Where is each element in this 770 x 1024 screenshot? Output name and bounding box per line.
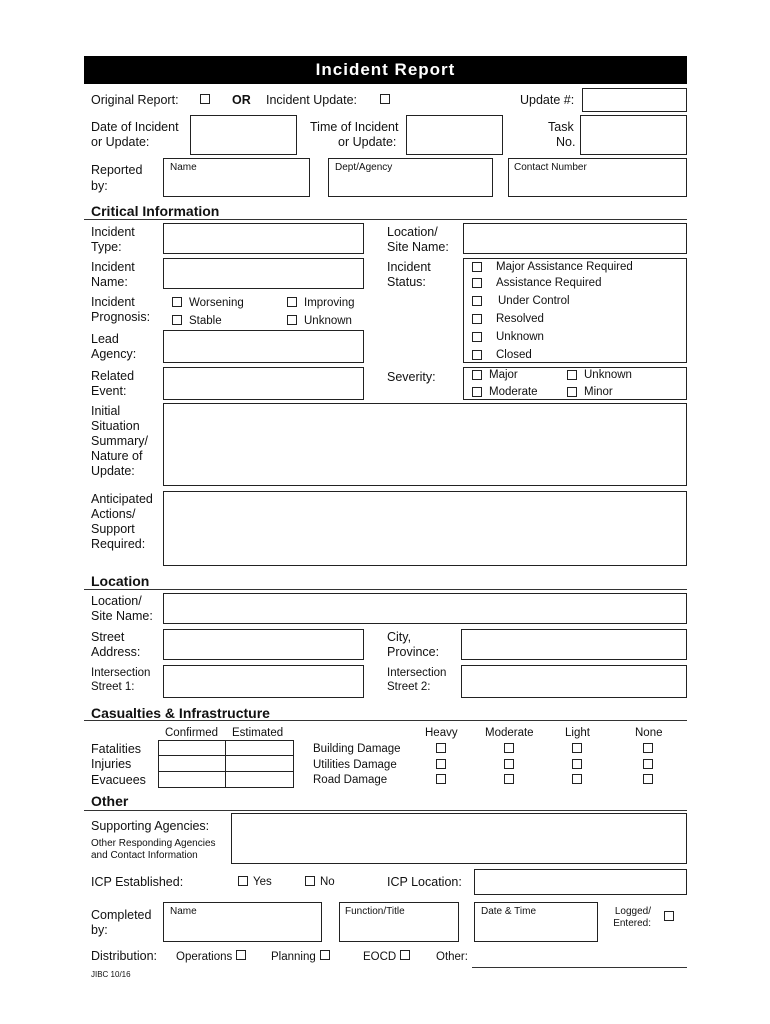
anticipated-label: Anticipated Actions/ Support Required: <box>91 492 153 551</box>
dist-operations-checkbox[interactable] <box>236 950 246 960</box>
logged-entered-label: Logged/ Entered: <box>613 906 651 929</box>
city-field[interactable] <box>461 629 687 660</box>
evacuees-label: Evacuees <box>91 773 146 787</box>
intersection1-label: Intersection Street 1: <box>91 667 151 693</box>
lead-agency-field[interactable] <box>163 330 364 363</box>
task-field[interactable] <box>580 115 687 155</box>
prognosis-unknown-label: Unknown <box>304 315 352 327</box>
loc-site-field[interactable] <box>163 593 687 624</box>
prognosis-stable-label: Stable <box>189 315 222 327</box>
original-report-label: Original Report: <box>91 93 179 107</box>
incident-type-label: Incident Type: <box>91 225 135 254</box>
utilities-moderate-checkbox[interactable] <box>504 759 514 769</box>
utilities-none-checkbox[interactable] <box>643 759 653 769</box>
injuries-estimated-field[interactable] <box>225 755 294 772</box>
dist-eocd-label: EOCD <box>363 951 397 963</box>
update-number-label: Update #: <box>520 93 575 107</box>
other-responding-label: Other Responding Agencies and Contact Information <box>91 838 216 861</box>
initial-summary-label: Initial Situation Summary/ Nature of Update: <box>91 404 148 478</box>
dist-planning-checkbox[interactable] <box>320 950 330 960</box>
prognosis-label: Incident Prognosis: <box>91 295 151 324</box>
fatalities-confirmed-field[interactable] <box>158 740 226 756</box>
severity-minor-checkbox[interactable] <box>567 387 577 397</box>
dist-operations-label: Operations <box>176 951 233 963</box>
status-assistance-label: Assistance Required <box>496 277 602 289</box>
utilities-heavy-checkbox[interactable] <box>436 759 446 769</box>
light-header: Light <box>565 727 590 739</box>
prognosis-unknown-checkbox[interactable] <box>287 315 297 325</box>
other-divider <box>84 810 687 811</box>
utilities-light-checkbox[interactable] <box>572 759 582 769</box>
status-major-assistance-label: Major Assistance Required <box>496 261 633 273</box>
status-unknown-checkbox[interactable] <box>472 332 482 342</box>
footer-code: JIBC 10/16 <box>91 970 131 979</box>
location-divider <box>84 589 687 590</box>
time-field[interactable] <box>406 115 503 155</box>
intersection1-field[interactable] <box>163 665 364 698</box>
building-moderate-checkbox[interactable] <box>504 743 514 753</box>
icp-yes-checkbox[interactable] <box>238 876 248 886</box>
status-major-assistance-checkbox[interactable] <box>472 262 482 272</box>
prognosis-worsening-label: Worsening <box>189 297 244 309</box>
status-under-control-checkbox[interactable] <box>472 296 482 306</box>
distribution-label: Distribution: <box>91 949 157 963</box>
critical-divider <box>84 219 687 220</box>
reported-label-1: Reported <box>91 163 143 177</box>
prognosis-improving-label: Improving <box>304 297 355 309</box>
status-under-control-label: Under Control <box>498 295 570 307</box>
intersection2-label: Intersection Street 2: <box>387 667 447 693</box>
completed-function-caption: Function/Title <box>345 906 405 917</box>
injuries-confirmed-field[interactable] <box>158 755 226 772</box>
completed-by-label: Completed by: <box>91 908 152 937</box>
date-label-1: Date of Incident <box>91 120 179 134</box>
incident-update-checkbox[interactable] <box>380 94 390 104</box>
page-title: Incident Report <box>84 56 687 84</box>
severity-major-checkbox[interactable] <box>472 370 482 380</box>
loc-site-label: Location/ Site Name: <box>91 594 153 623</box>
severity-major-label: Major <box>489 369 518 381</box>
confirmed-header: Confirmed <box>165 727 219 739</box>
prognosis-improving-checkbox[interactable] <box>287 297 297 307</box>
related-event-field[interactable] <box>163 367 364 400</box>
time-label-2: or Update: <box>338 135 397 149</box>
status-resolved-label: Resolved <box>496 313 544 325</box>
dist-other-line[interactable] <box>472 967 687 968</box>
severity-unknown-checkbox[interactable] <box>567 370 577 380</box>
incident-update-label: Incident Update: <box>266 93 358 107</box>
critical-info-heading: Critical Information <box>91 203 220 219</box>
supporting-agencies-label: Supporting Agencies: <box>91 819 210 833</box>
date-label-2: or Update: <box>91 135 150 149</box>
lead-agency-label: Lead Agency: <box>91 332 137 361</box>
location-site-label: Location/ Site Name: <box>387 225 449 254</box>
date-field[interactable] <box>190 115 297 155</box>
icp-no-checkbox[interactable] <box>305 876 315 886</box>
heavy-header: Heavy <box>425 727 458 739</box>
reported-contact-caption: Contact Number <box>514 162 587 173</box>
incident-name-field[interactable] <box>163 258 364 289</box>
none-header: None <box>635 727 663 739</box>
road-damage-label: Road Damage <box>313 774 388 786</box>
status-closed-label: Closed <box>496 349 532 361</box>
street-address-label: Street Address: <box>91 630 141 659</box>
severity-moderate-label: Moderate <box>489 386 538 398</box>
incident-status-label: Incident Status: <box>387 260 431 289</box>
estimated-header: Estimated <box>232 727 284 739</box>
icp-no-label: No <box>320 876 335 888</box>
completed-name-caption: Name <box>170 906 197 917</box>
severity-moderate-checkbox[interactable] <box>472 387 482 397</box>
other-heading: Other <box>91 793 129 809</box>
anticipated-field[interactable] <box>163 491 687 566</box>
dist-planning-label: Planning <box>271 951 316 963</box>
road-moderate-checkbox[interactable] <box>504 774 514 784</box>
fatalities-label: Fatalities <box>91 742 142 756</box>
supporting-agencies-field[interactable] <box>231 813 687 864</box>
related-event-label: Related Event: <box>91 369 135 398</box>
task-label-1: Task <box>548 120 574 134</box>
completed-datetime-caption: Date & Time <box>481 906 537 917</box>
location-site-field[interactable] <box>463 223 687 254</box>
status-unknown-label: Unknown <box>496 331 544 343</box>
update-number-field[interactable] <box>582 88 687 112</box>
initial-summary-field[interactable] <box>163 403 687 486</box>
road-heavy-checkbox[interactable] <box>436 774 446 784</box>
moderate-header: Moderate <box>485 727 534 739</box>
dist-eocd-checkbox[interactable] <box>400 950 410 960</box>
road-none-checkbox[interactable] <box>643 774 653 784</box>
icp-location-label: ICP Location: <box>387 875 462 889</box>
fatalities-estimated-field[interactable] <box>225 740 294 756</box>
logged-entered-checkbox[interactable] <box>664 911 674 921</box>
icp-yes-label: Yes <box>253 876 272 888</box>
severity-label: Severity: <box>387 370 436 384</box>
building-light-checkbox[interactable] <box>572 743 582 753</box>
reported-label-2: by: <box>91 179 108 193</box>
time-label-1: Time of Incident <box>310 120 399 134</box>
intersection2-field[interactable] <box>461 665 687 698</box>
evacuees-estimated-field[interactable] <box>225 771 294 788</box>
casualties-divider <box>84 720 687 721</box>
icp-location-field[interactable] <box>474 869 687 895</box>
utilities-damage-label: Utilities Damage <box>313 759 397 771</box>
original-report-checkbox[interactable] <box>200 94 210 104</box>
task-label-2: No. <box>556 135 576 149</box>
street-address-field[interactable] <box>163 629 364 660</box>
prognosis-stable-checkbox[interactable] <box>172 315 182 325</box>
reported-name-caption: Name <box>170 162 197 173</box>
dist-other-label: Other: <box>436 951 468 963</box>
prognosis-worsening-checkbox[interactable] <box>172 297 182 307</box>
building-damage-label: Building Damage <box>313 743 401 755</box>
casualties-heading: Casualties & Infrastructure <box>91 705 270 721</box>
status-assistance-checkbox[interactable] <box>472 278 482 288</box>
evacuees-confirmed-field[interactable] <box>158 771 226 788</box>
severity-unknown-label: Unknown <box>584 369 632 381</box>
incident-name-label: Incident Name: <box>91 260 135 289</box>
location-heading: Location <box>91 573 150 589</box>
building-none-checkbox[interactable] <box>643 743 653 753</box>
status-resolved-checkbox[interactable] <box>472 314 482 324</box>
injuries-label: Injuries <box>91 757 132 771</box>
building-heavy-checkbox[interactable] <box>436 743 446 753</box>
city-label: City, Province: <box>387 630 440 659</box>
severity-minor-label: Minor <box>584 386 613 398</box>
incident-type-field[interactable] <box>163 223 364 254</box>
icp-established-label: ICP Established: <box>91 875 184 889</box>
or-label: OR <box>232 93 251 107</box>
reported-dept-caption: Dept/Agency <box>335 162 393 173</box>
road-light-checkbox[interactable] <box>572 774 582 784</box>
status-closed-checkbox[interactable] <box>472 350 482 360</box>
